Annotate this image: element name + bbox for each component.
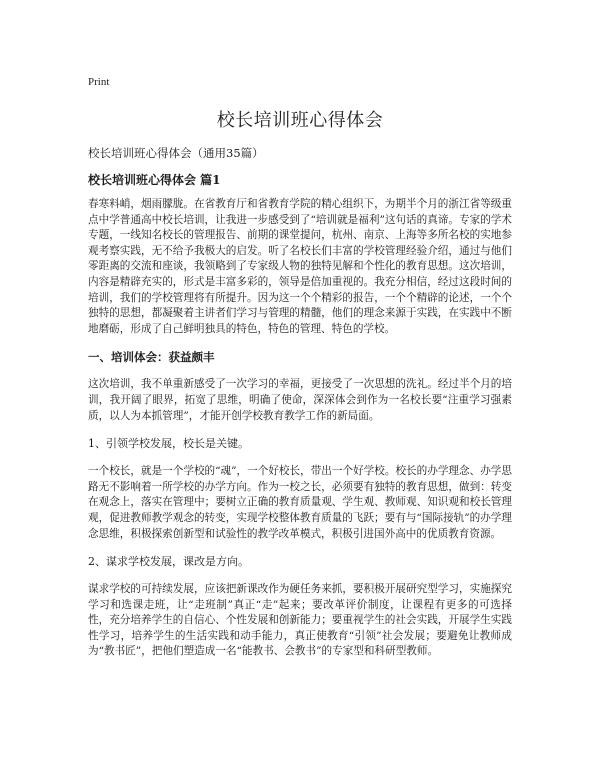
point-heading-2: 2、谋求学校发展，课改是方向。 <box>88 555 249 569</box>
heading-training-experience: 一、培训体会：获益颇丰 <box>88 350 215 365</box>
paragraph-experience: 这次培训，我不单重新感受了一次学习的幸福，更接受了一次思想的洗礼。经过半个月的培训，我开阔了眼界，拓宽了思维，明确了使命，深深体会到作为一名校长要“注重学习强素质，以人为本抓管理”，才能开创学校教育教学工作的新局面。 <box>88 378 512 422</box>
paragraph-curriculum-reform: 谋求学校的可持续发展，应该把新课改作为硬任务来抓，要积极开展研究型学习，实施探究学习和选课走班，让“走班制”真正“走”起来；要改革评价制度，让课程有更多的可选择性，充分培养学生的自信心、个性发展和创新能力；要重视学生的社会实践，开展学生实践性学习，培养学生的生活实践和动手能力，真正使教育“引领”社会发展；要避免让教师成为“教书匠”，把他们塑造成一名“能教书、会教书”的专家型和科研型教师。 <box>88 583 512 658</box>
document-subtitle: 校长培训班心得体会（通用35篇） <box>88 146 264 160</box>
paragraph-intro: 春寒料峭，烟雨朦胧。在省教育厅和省教育学院的精心组织下，为期半个月的浙江省等级重点中学普通高中校长培训，让我进一步感受到了“培训就是福利”这句话的真谛。专家的学术专题，一线知名校长的管理报告、前期的课堂提问，杭州、南京、上海等多所名校的实地参观考察实践，无不给予我极大的启发。听了名校长们丰富的学校管理经验介绍，通过与他们零距离的交流和座谈，我领略到了专家级人物的独特见解和个性化的教育思想。这次培训，内容是精辟充实的，形式是丰富多彩的，领导是倍加重视的。我充分相信，经过这段时间的培训，我们的学校管理将有所提升。因为这一个个精彩的报告，一个个精辟的论述，一个个独特的思想，都凝聚着主讲者们学习与管理的精髓，他们的理念来源于实践，在实践中不断地磨砺，形成了自己鲜明独具的特色，特色的管理、特色的学校。 <box>88 198 512 335</box>
point-heading-1: 1、引领学校发展，校长是关键。 <box>88 437 249 451</box>
document-title: 校长培训班心得体会 <box>216 110 384 131</box>
section-title: 校长培训班心得体会 篇1 <box>88 173 221 187</box>
print-link[interactable]: Print <box>88 76 110 88</box>
paragraph-principal: 一个校长，就是一个学校的“魂”，一个好校长，带出一个好学校。校长的办学理念、办学思路无不影响着一所学校的办学方向。作为一校之长，必须要有独特的教育思想，做到：转变在观念上，落实在管理中；要树立正确的教育质量观、学生观、教师观、知识观和校长管理观，促进教师教学观念的转变，实现学校整体教育质量的飞跃；要有与“国际接轨”的办学理念思维，积极探索创新型和试验性的教学改革模式，积极引进国外高中的优质教育资源。 <box>88 465 512 540</box>
